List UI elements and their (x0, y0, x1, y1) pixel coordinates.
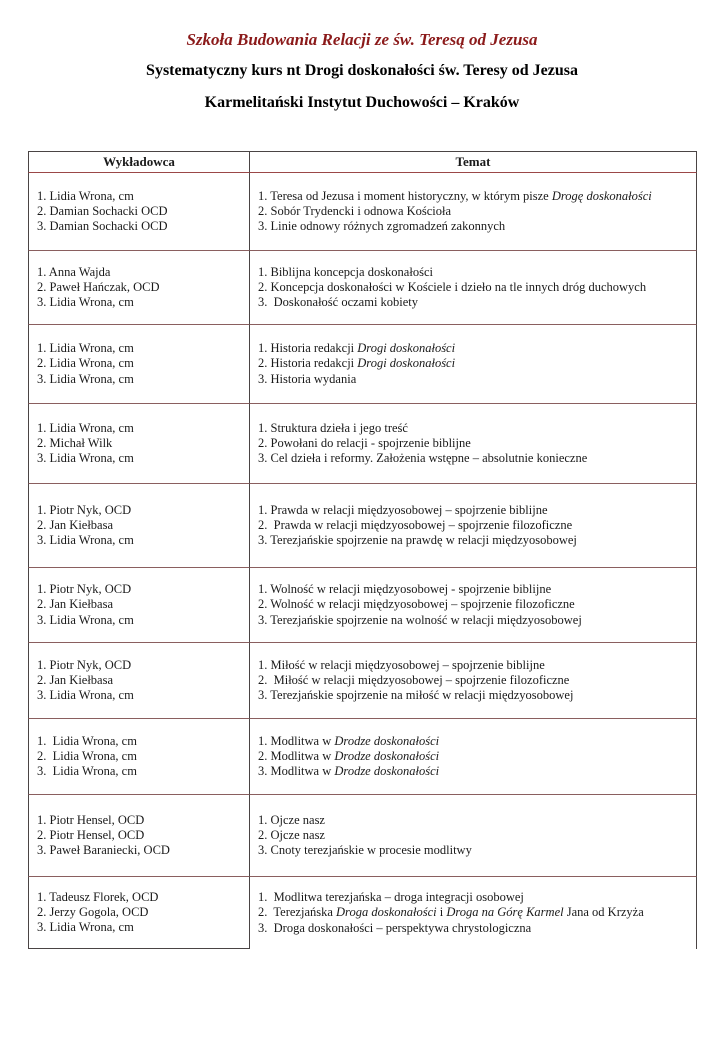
lecturer-line: 3. Lidia Wrona, cm (37, 688, 134, 703)
lecturer-line: 3. Lidia Wrona, cm (37, 764, 137, 779)
lecturer-line: 3. Lidia Wrona, cm (37, 612, 134, 627)
topic-cell (250, 173, 697, 251)
lecturer-line: 1. Lidia Wrona, cm (37, 341, 134, 356)
lecturer-cell (28, 484, 250, 568)
lecturer-line: 1. Anna Wajda (37, 264, 111, 279)
table-row (28, 877, 697, 949)
lecturer-line: 3. Lidia Wrona, cm (37, 533, 134, 548)
table-row (28, 325, 697, 404)
topic-text-italic: Drodze doskonałości (334, 764, 440, 779)
topic-cell (250, 404, 697, 484)
table-body (28, 173, 697, 949)
topic-text: 1. Miłość w relacji międzyosobowej – spojrzenie biblijne (258, 657, 545, 672)
topic-line (258, 204, 692, 219)
topic-text: 1. Teresa od Jezusa i moment historyczny, w którym pisze (258, 188, 552, 203)
topic-line (258, 688, 692, 703)
topic-text: 3. Modlitwa w (258, 764, 335, 779)
topic-cell (250, 251, 697, 325)
lecturer-cell (28, 877, 250, 949)
lecturer-cell (28, 404, 250, 484)
lecturer-line: 3. Paweł Baraniecki, OCD (37, 843, 170, 858)
topic-line (258, 734, 692, 749)
topic-line (258, 828, 692, 843)
topic-text: 2. Miłość w relacji międzyosobowej – spojrzenie filozoficzne (258, 672, 570, 687)
topic-text: 1. Struktura dzieła i jego treść (258, 420, 408, 435)
topic-text: 2. Wolność w relacji międzyosobowej – spojrzenie filozoficzne (258, 597, 575, 612)
topic-text: 2. Prawda w relacji międzyosobowej – spojrzenie filozoficzne (258, 517, 573, 532)
lecturer-cell (28, 325, 250, 404)
topic-text-italic: Droga doskonałości (336, 905, 437, 920)
topic-line (258, 597, 692, 612)
topic-text: 1. Modlitwa w (258, 733, 335, 748)
table-row (28, 643, 697, 719)
topic-text-italic: Drodze doskonałości (334, 748, 440, 763)
lecturer-line: 2. Jan Kiełbasa (37, 672, 114, 687)
topic-text: 3. Linie odnowy różnych zgromadzeń zakonnych (258, 219, 506, 234)
topic-line (258, 749, 692, 764)
topic-text: 3. Cel dzieła i reformy. Założenia wstępne – absolutnie konieczne (258, 451, 588, 466)
topic-text: 3. Terezjańskie spojrzenie na wolność w relacji międzyosobowej (258, 612, 582, 627)
topic-line (258, 813, 692, 828)
document-institute: Karmelitański Instytut Duchowości – Kraków (204, 93, 520, 111)
lecturer-line: 1. Lidia Wrona, cm (37, 733, 137, 748)
topic-line (258, 280, 692, 295)
table-row (28, 173, 697, 251)
topic-text: 1. Modlitwa terezjańska – droga integracji osobowej (258, 890, 524, 905)
topic-line (258, 451, 692, 466)
lecturer-cell (28, 795, 250, 877)
topic-line (258, 436, 692, 451)
topic-text: 3. Historia wydania (258, 371, 357, 386)
lecturer-line: 1. Lidia Wrona, cm (37, 420, 134, 435)
topic-text: 2. Terezjańska (258, 905, 337, 920)
topic-line (258, 341, 692, 356)
topic-line (258, 921, 692, 936)
topic-line (258, 265, 692, 280)
topic-line (258, 905, 692, 920)
topic-line (258, 582, 692, 597)
table-row (28, 404, 697, 484)
lecturer-cell (28, 251, 250, 325)
table-row (28, 484, 697, 568)
lecturer-line: 2. Paweł Hańczak, OCD (37, 279, 160, 294)
topic-line (258, 843, 692, 858)
lecturer-line: 3. Lidia Wrona, cm (37, 920, 134, 935)
lecturer-line: 2. Lidia Wrona, cm (37, 748, 137, 763)
lecturer-line: 2. Piotr Hensel, OCD (37, 827, 145, 842)
topic-cell (250, 325, 697, 404)
topic-text: 3. Terezjańskie spojrzenie na miłość w relacji międzyosobowej (258, 688, 574, 703)
topic-text-italic: Droga na Górę Karmel (446, 905, 564, 920)
topic-line (258, 764, 692, 779)
document-title: Szkoła Budowania Relacji ze św. Teresą od Jezusa (186, 30, 538, 49)
topic-text: 3. Terezjańskie spojrzenie na prawdę w relacji międzyosobowej (258, 533, 577, 548)
topic-cell (250, 643, 697, 719)
lecturer-line: 3. Damian Sochacki OCD (37, 219, 168, 234)
lecturer-cell (28, 643, 250, 719)
topic-line (258, 518, 692, 533)
lecturer-line: 2. Jan Kiełbasa (37, 597, 114, 612)
topic-line (258, 219, 692, 234)
column-header-lecturer: Wykładowca (28, 152, 250, 173)
document-page (0, 30, 724, 1054)
topic-line (258, 890, 692, 905)
topic-line (258, 356, 692, 371)
lecturer-cell (28, 568, 250, 643)
lecturer-line: 1. Tadeusz Florek, OCD (37, 889, 159, 904)
topic-cell (250, 877, 697, 949)
topic-text-italic: Drodze doskonałości (334, 733, 440, 748)
topic-line (258, 372, 692, 387)
topic-text: 2. Modlitwa w (258, 748, 335, 763)
lecturer-line: 1. Piotr Nyk, OCD (37, 657, 132, 672)
topic-text-italic: Drogi doskonałości (357, 356, 456, 371)
column-header-topic: Temat (250, 152, 697, 173)
topic-text-italic: Drogi doskonałości (357, 341, 456, 356)
lecturer-line: 2. Lidia Wrona, cm (37, 356, 134, 371)
lecturer-line: 2. Damian Sochacki OCD (37, 203, 168, 218)
lecturer-line: 3. Lidia Wrona, cm (37, 371, 134, 386)
topic-text: 2. Ojcze nasz (258, 827, 325, 842)
lecturer-line: 1. Piotr Nyk, OCD (37, 582, 132, 597)
topic-line (258, 533, 692, 548)
document-subtitle: Systematyczny kurs nt Drogi doskonałości św. Teresy od Jezusa (146, 62, 578, 80)
course-schedule-table (28, 151, 697, 949)
lecturer-line: 2. Jerzy Gogola, OCD (37, 904, 149, 919)
topic-text: 2. Powołani do relacji - spojrzenie biblijne (258, 435, 471, 450)
topic-text: 3. Droga doskonałości – perspektywa chrystologiczna (258, 920, 532, 935)
topic-text: i (436, 905, 447, 920)
lecturer-cell (28, 173, 250, 251)
table-row (28, 795, 697, 877)
lecturer-line: 1. Piotr Hensel, OCD (37, 812, 145, 827)
topic-cell (250, 795, 697, 877)
table-row (28, 251, 697, 325)
topic-text-italic: Drogę doskonałości (551, 188, 652, 203)
lecturer-line: 3. Lidia Wrona, cm (37, 295, 134, 310)
topic-text: Jana od Krzyża (563, 905, 644, 920)
topic-cell (250, 719, 697, 795)
topic-text: 1. Ojcze nasz (258, 812, 325, 827)
lecturer-line: 2. Michał Wilk (37, 435, 113, 450)
topic-text: 3. Cnoty terezjańskie w procesie modlitwy (258, 843, 472, 858)
topic-line (258, 673, 692, 688)
topic-text: 1. Historia redakcji (258, 341, 358, 356)
topic-line (258, 658, 692, 673)
topic-cell (250, 568, 697, 643)
topic-cell (250, 484, 697, 568)
lecturer-line: 3. Lidia Wrona, cm (37, 451, 134, 466)
lecturer-line: 1. Lidia Wrona, cm (37, 188, 134, 203)
topic-text: 1. Prawda w relacji międzyosobowej – spojrzenie biblijne (258, 502, 548, 517)
topic-text: 3. Doskonałość oczami kobiety (258, 295, 419, 310)
lecturer-line: 2. Jan Kiełbasa (37, 517, 114, 532)
topic-text: 2. Historia redakcji (258, 356, 358, 371)
lecturer-line: 1. Piotr Nyk, OCD (37, 502, 132, 517)
topic-line (258, 503, 692, 518)
table-header-row (28, 152, 697, 173)
table-row (28, 719, 697, 795)
topic-text: 1. Wolność w relacji międzyosobowej - spojrzenie biblijne (258, 582, 552, 597)
topic-line (258, 421, 692, 436)
table-row (28, 568, 697, 643)
topic-text: 2. Koncepcja doskonałości w Kościele i dzieło na tle innych dróg duchowych (258, 279, 647, 294)
topic-text: 2. Sobór Trydencki i odnowa Kościoła (258, 203, 452, 218)
topic-line (258, 613, 692, 628)
lecturer-cell (28, 719, 250, 795)
topic-line (258, 189, 692, 204)
topic-text: 1. Biblijna koncepcja doskonałości (258, 264, 433, 279)
topic-line (258, 295, 692, 310)
